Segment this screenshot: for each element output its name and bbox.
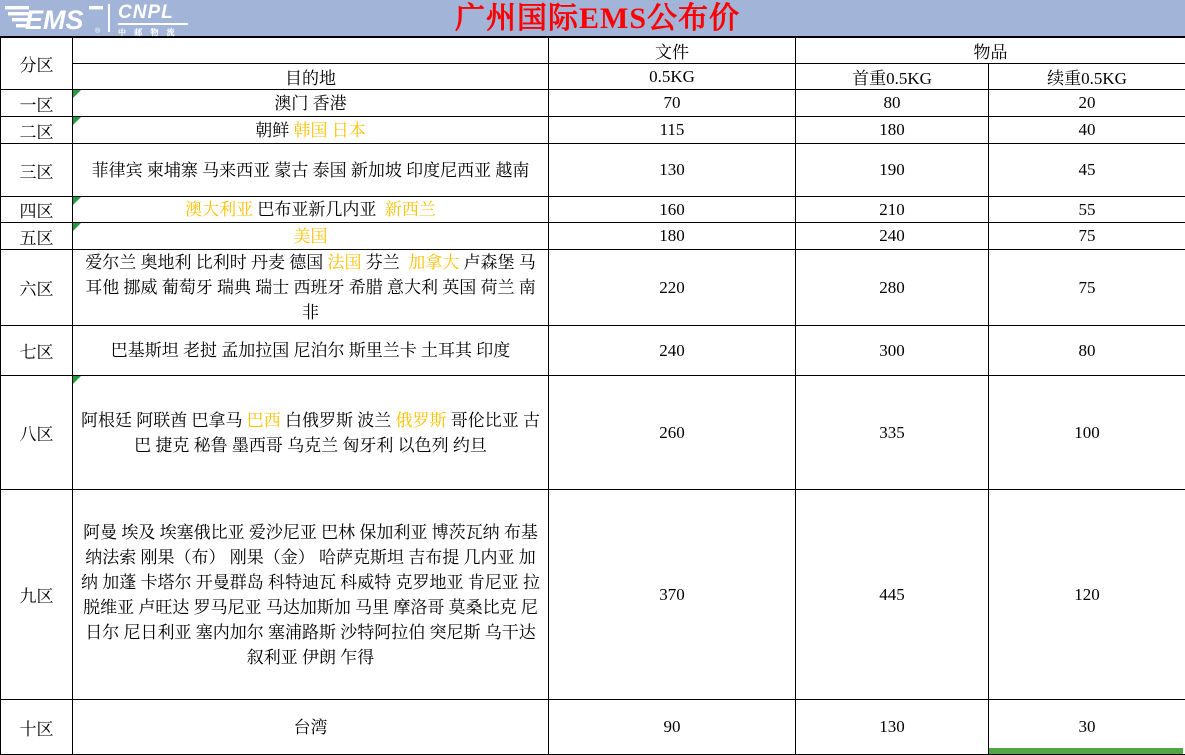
destination-text: 菲律宾 柬埔寨 马来西亚 蒙古 泰国 新加坡 印度尼西亚 越南 — [91, 160, 530, 180]
destination-text-highlighted: 韩国 日本 — [293, 120, 366, 140]
price-table-body — [1, 90, 1185, 755]
destination-cell[interactable] — [73, 326, 549, 376]
col-header-additional-weight[interactable]: 续重0.5KG — [989, 64, 1185, 90]
additional-weight-price-cell[interactable]: 100 — [989, 376, 1185, 490]
first-weight-price-cell[interactable]: 80 — [796, 90, 989, 117]
destination-text-highlighted: 法国 — [327, 253, 362, 272]
first-weight-price-cell[interactable]: 180 — [796, 117, 989, 144]
table-row — [1, 90, 1185, 117]
additional-weight-price-cell[interactable]: 120 — [989, 490, 1185, 700]
col-header-doc-weight[interactable]: 0.5KG — [549, 64, 796, 90]
zone-cell[interactable]: 七区 — [1, 326, 73, 376]
table-row — [1, 326, 1185, 376]
destination-text: 朝鲜 — [255, 120, 294, 140]
destination-cell[interactable] — [73, 490, 549, 700]
comment-triangle-icon — [73, 376, 81, 384]
zone-cell[interactable]: 四区 — [1, 197, 73, 223]
destination-cell[interactable] — [73, 144, 549, 197]
comment-triangle-icon — [73, 117, 81, 125]
cnpl-logo-subtext: 中 邮 物 流 — [118, 28, 178, 37]
destination-text: 巴布亚新几内亚 — [253, 200, 385, 219]
cnpl-logo-text: CNPL — [118, 3, 188, 25]
header-row-2 — [1, 64, 1185, 90]
ems-logo-icon — [5, 3, 105, 34]
additional-weight-price-cell[interactable]: 40 — [989, 117, 1185, 144]
destination-text-highlighted: 俄罗斯 — [395, 410, 447, 430]
first-weight-price-cell[interactable]: 445 — [796, 490, 989, 700]
ems-price-table — [0, 37, 1185, 755]
destination-text: 白俄罗斯 波兰 — [280, 410, 396, 430]
destination-cell[interactable] — [73, 117, 549, 144]
document-price-cell[interactable]: 160 — [549, 197, 796, 223]
ems-reg-mark: ® — [95, 28, 101, 34]
zone-cell[interactable]: 六区 — [1, 250, 73, 326]
first-weight-price-cell[interactable]: 280 — [796, 250, 989, 326]
destination-text: 阿根廷 阿联酋 巴拿马 — [81, 410, 247, 430]
additional-weight-price-cell[interactable]: 80 — [989, 326, 1185, 376]
first-weight-price-cell[interactable]: 240 — [796, 223, 989, 250]
table-row — [1, 223, 1185, 250]
comment-triangle-icon — [73, 223, 81, 231]
table-row — [1, 250, 1185, 326]
col-header-zone[interactable]: 分区 — [1, 38, 73, 90]
destination-text-highlighted: 美国 — [293, 226, 328, 246]
comment-triangle-icon — [73, 197, 81, 205]
document-price-cell[interactable]: 115 — [549, 117, 796, 144]
document-price-cell[interactable]: 180 — [549, 223, 796, 250]
destination-text-highlighted: 加拿大 — [408, 253, 460, 272]
destination-text: 哥伦比亚 古巴 捷克 秘鲁 墨西哥 乌克兰 匈牙利 以色列 约旦 — [134, 410, 540, 455]
destination-text: 卢森堡 马耳他 挪威 葡萄牙 瑞典 瑞士 西班牙 希腊 意大利 英国 荷兰 南非 — [85, 253, 536, 322]
table-row — [1, 117, 1185, 144]
document-price-cell[interactable]: 260 — [549, 376, 796, 490]
additional-weight-price-cell[interactable]: 45 — [989, 144, 1185, 197]
document-price-cell[interactable]: 220 — [549, 250, 796, 326]
zone-cell[interactable]: 八区 — [1, 376, 73, 490]
additional-weight-price-cell[interactable]: 75 — [989, 250, 1185, 326]
cnpl-logo — [118, 3, 188, 38]
table-row — [1, 490, 1185, 700]
col-header-blank[interactable] — [73, 38, 549, 64]
destination-text-highlighted: 澳大利亚 — [185, 200, 254, 219]
table-row — [1, 144, 1185, 197]
zone-cell[interactable]: 十区 — [1, 700, 73, 755]
table-row — [1, 376, 1185, 490]
col-header-first-weight[interactable]: 首重0.5KG — [796, 64, 989, 90]
additional-weight-price-cell[interactable]: 20 — [989, 90, 1185, 117]
additional-weight-price-cell[interactable]: 30 — [989, 700, 1185, 755]
zone-cell[interactable]: 一区 — [1, 90, 73, 117]
col-header-destination[interactable]: 目的地 — [73, 64, 549, 90]
svg-text:EMS: EMS — [25, 5, 84, 34]
destination-cell[interactable] — [73, 223, 549, 250]
col-header-goods[interactable]: 物品 — [796, 38, 1185, 64]
destination-cell[interactable] — [73, 376, 549, 490]
destination-cell[interactable] — [73, 250, 549, 326]
zone-cell[interactable]: 三区 — [1, 144, 73, 197]
destination-text: 澳门 香港 — [274, 93, 347, 113]
header-row-1 — [1, 38, 1185, 64]
cell-bottom-highlight — [989, 748, 1183, 754]
first-weight-price-cell[interactable]: 300 — [796, 326, 989, 376]
destination-text: 台湾 — [293, 717, 328, 737]
document-price-cell[interactable]: 240 — [549, 326, 796, 376]
first-weight-price-cell[interactable]: 130 — [796, 700, 989, 755]
destination-text: 阿曼 埃及 埃塞俄比亚 爱沙尼亚 巴林 保加利亚 博茨瓦纳 布基纳法索 刚果（布） 刚果（金） 哈萨克斯坦 吉布提 几内亚 加纳 加蓬 卡塔尔 开曼群岛 科特迪瓦 科威特 克罗地亚 肯尼亚 拉脱维亚 卢旺达 罗马尼亚 马达加斯加 马里 摩洛哥 莫桑比克 尼日尔 尼日利亚 塞内加尔 塞浦路斯 沙特阿拉伯 突尼斯 乌干达 叙利亚 伊朗 乍得 — [81, 522, 540, 667]
comment-triangle-icon — [73, 90, 81, 98]
additional-weight-price-cell[interactable]: 55 — [989, 197, 1185, 223]
first-weight-price-cell[interactable]: 335 — [796, 376, 989, 490]
destination-cell[interactable] — [73, 197, 549, 223]
first-weight-price-cell[interactable]: 210 — [796, 197, 989, 223]
destination-text: 爱尔兰 奥地利 比利时 丹麦 德国 — [85, 253, 328, 272]
document-price-cell[interactable]: 70 — [549, 90, 796, 117]
destination-cell[interactable] — [73, 700, 549, 755]
document-price-cell[interactable]: 130 — [549, 144, 796, 197]
table-row — [1, 197, 1185, 223]
zone-cell[interactable]: 五区 — [1, 223, 73, 250]
zone-cell[interactable]: 二区 — [1, 117, 73, 144]
destination-cell[interactable] — [73, 90, 549, 117]
zone-cell[interactable]: 九区 — [1, 490, 73, 700]
document-price-cell[interactable]: 370 — [549, 490, 796, 700]
destination-text-highlighted: 巴西 — [246, 410, 281, 430]
first-weight-price-cell[interactable]: 190 — [796, 144, 989, 197]
destination-text: 巴基斯坦 老挝 孟加拉国 尼泊尔 斯里兰卡 土耳其 印度 — [110, 341, 511, 360]
destination-text: 芬兰 — [361, 253, 409, 272]
col-header-document[interactable]: 文件 — [549, 38, 796, 64]
table-row — [1, 700, 1185, 755]
logo-separator — [108, 4, 110, 32]
page-title: 广州国际EMS公布价 — [455, 2, 741, 35]
additional-weight-price-cell[interactable]: 75 — [989, 223, 1185, 250]
document-price-cell[interactable]: 90 — [549, 700, 796, 755]
top-banner — [0, 0, 1185, 37]
destination-text-highlighted: 新西兰 — [384, 200, 436, 219]
